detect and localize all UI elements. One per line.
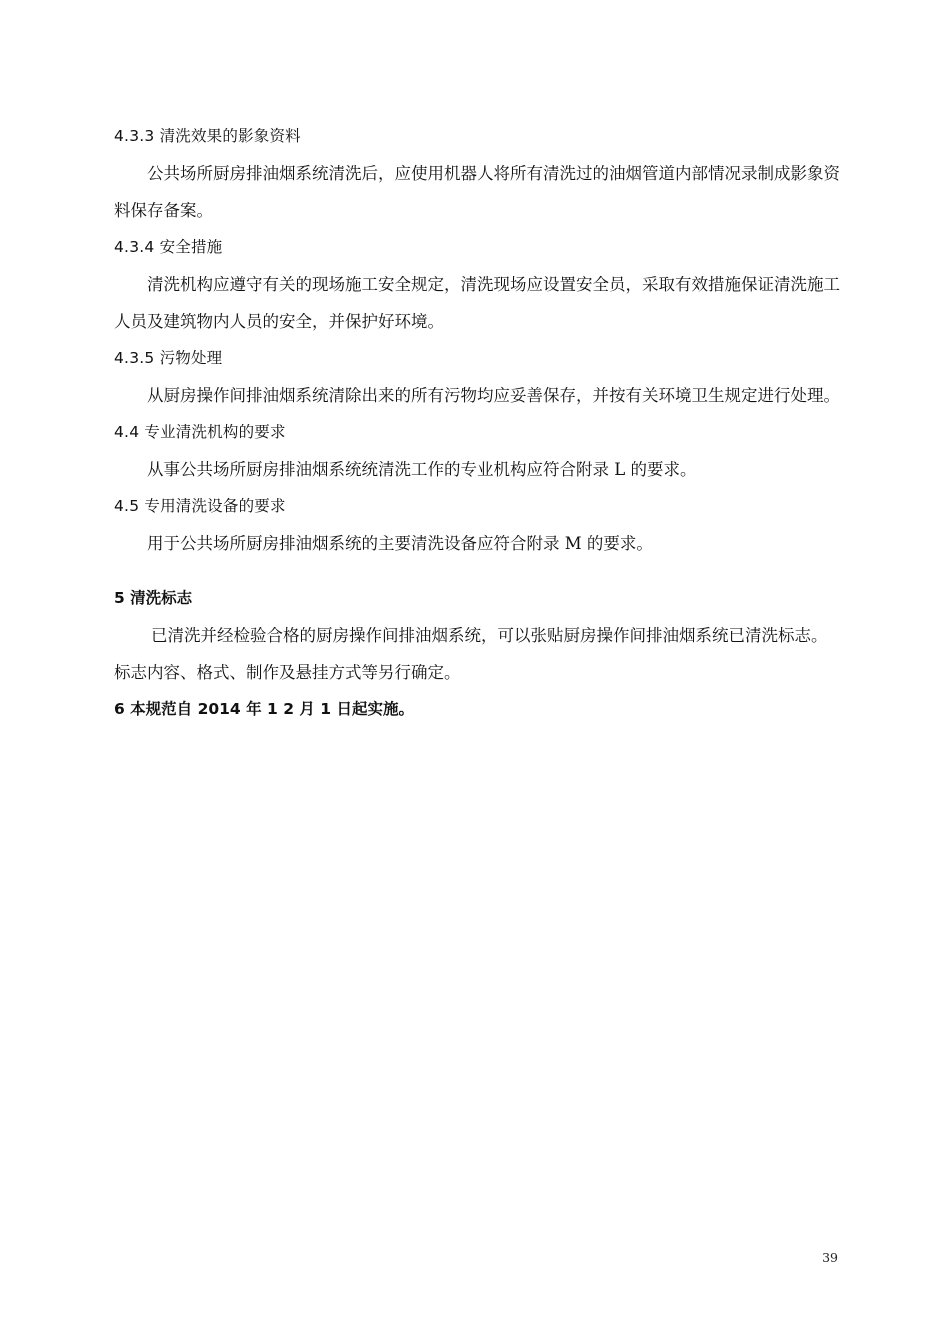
heading-4-5: 4.5 专用清洗设备的要求 bbox=[114, 497, 286, 515]
heading-4-3-4: 4.3.4 安全措施 bbox=[114, 238, 223, 256]
heading-5-cleaning-mark: 5 清洗标志 bbox=[114, 589, 193, 607]
paragraph-cleaning-equipment: 用于公共场所厨房排油烟系统的主要清洗设备应符合附录 M 的要求。 bbox=[147, 534, 653, 553]
heading-4-4: 4.4 专业清洗机构的要求 bbox=[114, 423, 286, 441]
section-spacer bbox=[114, 562, 840, 580]
page-number: 39 bbox=[822, 1250, 838, 1265]
paragraph-waste-disposal: 从厨房操作间排油烟系统清除出来的所有污物均应妥善保存，并按有关环境卫生规定进行处理。 bbox=[147, 386, 840, 405]
paragraph-cleaning-agency: 从事公共场所厨房排油烟系统统清洗工作的专业机构应符合附录 L 的要求。 bbox=[147, 460, 697, 479]
paragraph-safety-measures: 清洗机构应遵守有关的现场施工安全规定，清洗现场应设置安全员，采取有效措施保证清洗施工人员及建筑物内人员的安全，并保护好环境。 bbox=[114, 275, 840, 331]
heading-6-effective-date: 6 本规范自 2014 年 1 2 月 1 日起实施。 bbox=[114, 700, 414, 718]
document-body bbox=[114, 118, 840, 728]
paragraph-imaging-records: 公共场所厨房排油烟系统清洗后，应使用机器人将所有清洗过的油烟管道内部情况录制成影象资料保存备案。 bbox=[114, 164, 840, 220]
heading-4-3-3: 4.3.3 清洗效果的影象资料 bbox=[114, 127, 301, 145]
paragraph-cleaning-mark: 已清洗并经检验合格的厨房操作间排油烟系统，可以张贴厨房操作间排油烟系统已清洗标志。标志内容、格式、制作及悬挂方式等另行确定。 bbox=[114, 626, 828, 682]
heading-4-3-5: 4.3.5 污物处理 bbox=[114, 349, 223, 367]
